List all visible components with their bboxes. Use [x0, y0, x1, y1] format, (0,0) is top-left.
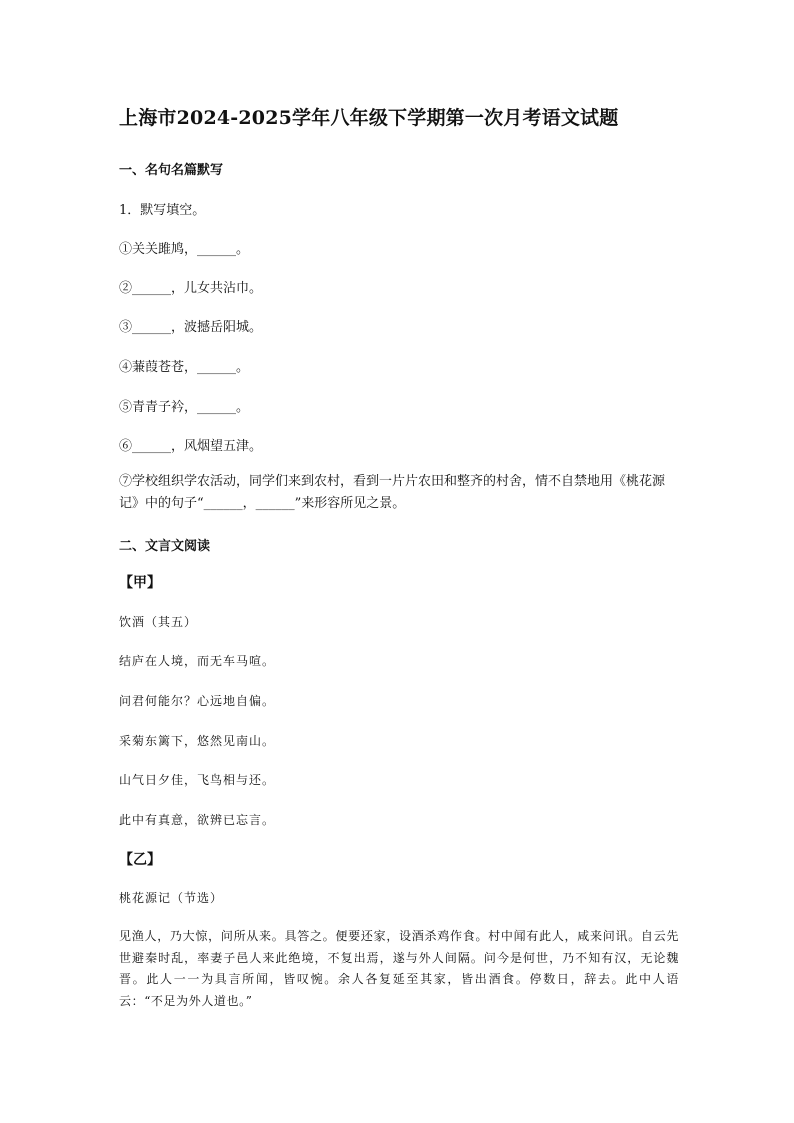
fill-blank-item-4: ④蒹葭苍苍，______。	[119, 360, 250, 375]
prose-title: 桃花源记（节选）	[119, 891, 224, 905]
section-heading-dictation: 一、名句名篇默写	[119, 163, 224, 178]
poem-title: 饮酒（其五）	[119, 615, 198, 629]
section-heading-classical-reading: 二、文言文阅读	[119, 539, 211, 554]
poem-line-1: 结庐在人境，而无车马喧。	[119, 654, 276, 668]
fill-blank-item-6: ⑥______，风烟望五津。	[119, 439, 263, 454]
poem-line-2: 问君何能尔？心远地自偏。	[119, 694, 276, 708]
fill-blank-item-2: ②______，儿女共沾巾。	[119, 281, 263, 296]
part-a-label: 【甲】	[119, 575, 161, 591]
poem-line-4: 山气日夕佳，飞鸟相与还。	[119, 773, 276, 787]
part-b-label: 【乙】	[119, 852, 161, 868]
fill-blank-item-5: ⑤青青子衿，______。	[119, 400, 250, 415]
question-1-prompt: 1．默写填空。	[119, 203, 206, 218]
fill-blank-item-1: ①关关雎鸠，______。	[119, 242, 250, 257]
poem-line-5: 此中有真意，欲辨已忘言。	[119, 813, 276, 827]
fill-blank-item-7: ⑦学校组织学农活动，同学们来到农村，看到一片片农田和整齐的村舍，情不自禁地用《桃花源记》中的句子“______，______”来形容所见之景。	[119, 474, 666, 511]
page-title: 上海市2024-2025学年八年级下学期第一次月考语文试题	[119, 107, 619, 129]
prose-paragraph: 见渔人，乃大惊，问所从来。具答之。便要还家，设酒杀鸡作食。村中闻有此人，咸来问讯。自云先世避秦时乱，率妻子邑人来此绝境，不复出焉，遂与外人间隔。问今是何世，乃不知有汉，无论魏晋。此人一一为具言所闻，皆叹惋。余人各复延至其家，皆出酒食。停数日，辞去。此中人语云：“不足为外人道也。”	[119, 929, 679, 1008]
poem-line-3: 采菊东篱下，悠然见南山。	[119, 734, 276, 748]
fill-blank-item-3: ③______，波撼岳阳城。	[119, 320, 263, 335]
